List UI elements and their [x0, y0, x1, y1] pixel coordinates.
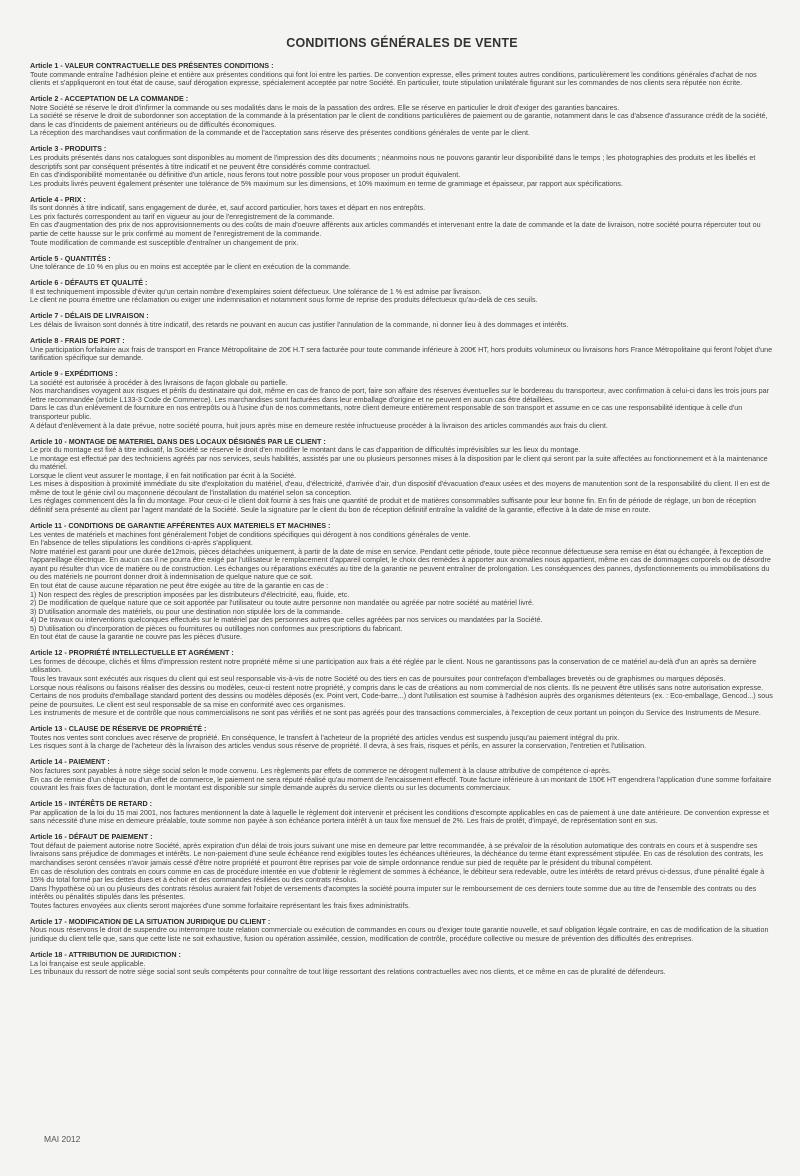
article-paragraph: Nos factures sont payables à notre siège social selon le mode convenu. Les règlements par effets de commerce ne dérogent nullement à la clause attributive de compétence ci-après. — [30, 765, 611, 775]
article-title: Article 17 - MODIFICATION DE LA SITUATION JURIDIQUE DU CLIENT : — [30, 916, 271, 926]
article-4 — [30, 196, 774, 247]
article-title: Article 14 - PAIEMENT : — [30, 757, 110, 767]
article-paragraph: 3) D'utilisation anormale des matériels, ou pour une destination non stipulée lors de la commande. — [30, 606, 343, 616]
article-paragraph: Tout défaut de paiement autorise notre Société, après expiration d'un délai de trois jours suivant une mise en demeure par lettre recommandée, à se prévaloir de la résolution automatique des contrats en cours et à suspendre ses livraisons sans préjudice de dommages et intérêts. Le non-paiement d'une seule échéance rend exigibles toutes les échéances ultérieures, la déchéance du terme étant expressément stipulée. En cas de résolution des contrats, les marchandises seront censées n'avoir jamais cessé d'être notre propriété et pourront être reprises par voie de simple ordonnance rendue sur pied de requête par le président du tribunal compétent. — [30, 840, 763, 867]
article-11 — [30, 522, 774, 642]
article-paragraph: En cas d'augmentation des prix de nos approvisionnements ou des coûts de main d'oeuvre afférents aux articles commandés et intervenant entre la date de commande et la date de livraison, notre société pourra répercuter tout ou partie de cette hausse sur le prix confirmé au moment de l'enregistrement de la commande. — [30, 220, 761, 238]
article-paragraph: Les réglages commencent dès la fin du montage. Pour ceux-ci le client doit fournir à ses frais une quantité de produit et de matières consommables suffisante pour leur bonne fin. En fin de période de réglage, un bon de réception définitif sera présenté au client par l'agent mandaté de la Société. Seule la signature par le client du bon de réception définitif entraîne la validité de la garantie, effective à la date de mise en route. — [30, 496, 756, 515]
article-title: Article 18 - ATTRIBUTION DE JURIDICTION : — [30, 949, 181, 959]
article-1 — [30, 62, 774, 88]
article-paragraph: En cas de remise d'un chèque ou d'un effet de commerce, le paiement ne sera réputé réalisé qu'au moment de l'encaissement effectif. Toute facture inférieure à un montant de 150€ HT engendrera l'application d'une somme forfaitaire couvrant les frais fixes de facturation, dont le montant est disponible sur simple demande auprès du service clients ou sur les documents commerciaux. — [30, 774, 772, 793]
article-paragraph: Le montage est effectué par des techniciens agréés par nos services, seuls habilités, assistés par une ou plusieurs personnes mises à la disposition par le client qui seront par la suite affectées au fonctionnement et à la maintenance du matériel. — [30, 453, 768, 472]
article-paragraph: Les produits présentés dans nos catalogues sont disponibles au moment de l'impression des dits documents ; néanmoins nous ne pouvons garantir leur disponibilité dans le temps ; les photographies des produits et les libellés et descriptifs sont par conséquent présentés à titre indicatif et ne peuvent être considérés comme contractuel. — [30, 153, 756, 171]
article-title: Article 5 - QUANTITÉS : — [30, 253, 111, 263]
article-paragraph: 2) De modification de quelque nature que ce soit apportée par l'utilisateur ou toute autre personne non mandatée ou agréée par notre société au matériel livré. — [30, 598, 535, 608]
article-paragraph: 4) De travaux ou interventions quelconques effectués sur le matériel par des personnes autres que celles agréées par nos services ou mandatées par la Société. — [30, 615, 543, 625]
articles-list — [30, 62, 774, 977]
article-paragraph: A défaut d'enlèvement à la date prévue, notre société pourra, huit jours après mise en demeure restée infructueuse procéder à la livraison des articles commandés aux frais du client. — [30, 420, 608, 430]
article-15 — [30, 800, 774, 826]
article-paragraph: En cas d'indisponibilité momentanée ou définitive d'un article, nous ferons tout notre possible pour vous proposer un produit équivalent. — [30, 170, 461, 180]
article-paragraph: Le prix du montage est fixé à titre indicatif, la Société se réserve le droit d'en modifier le montant dans le cas d'apparition de difficultés imprévisibles sur les lieux du montage. — [30, 445, 581, 455]
article-title: Article 10 - MONTAGE DE MATERIEL DANS DES LOCAUX DÉSIGNÉS PAR LE CLIENT : — [30, 436, 326, 446]
page-title: CONDITIONS GÉNÉRALES DE VENTE — [286, 36, 518, 50]
article-6 — [30, 279, 774, 305]
article-title: Article 6 - DÉFAUTS ET QUALITÉ : — [30, 278, 148, 288]
article-paragraph: Le client ne pourra émettre une réclamation ou exiger une indemnisation et notamment sous forme de reprise des produits défectueux qu'au-delà de ces seuils. — [30, 295, 538, 305]
article-17 — [30, 918, 774, 944]
article-paragraph: Par application de la loi du 15 mai 2001, nos factures mentionnent la date à laquelle le règlement doit intervenir et précisent les conditions d'escompte applicables en cas de paiement à une date antérieure. De convention expresse et sans nécessité d'une mise en demeure préalable, toute somme non payée à son échéance portera intérêt à un taux fixe mensuel de 2%. Les frais de protêt, d'impayé, de représentation sont en sus. — [30, 807, 769, 826]
article-title: Article 12 - PROPRIÉTÉ INTELLECTUELLE ET AGRÉMENT : — [30, 648, 234, 658]
article-title: Article 9 - EXPÉDITIONS : — [30, 369, 118, 379]
article-7 — [30, 312, 774, 329]
article-title: Article 11 - CONDITIONS DE GARANTIE AFFÉRENTES AUX MATERIELS ET MACHINES : — [30, 521, 331, 531]
article-title: Article 7 - DÉLAIS DE LIVRAISON : — [30, 311, 149, 321]
article-paragraph: En l'absence de telles stipulations les conditions ci-après s'appliquent. — [30, 538, 253, 548]
article-13 — [30, 725, 774, 751]
article-paragraph: 1) Non respect des règles de prescription imposées par les distributeurs d'électricité, eau, fluide, etc. — [30, 589, 350, 599]
article-paragraph: Toutes factures envoyées aux clients seront majorées d'une somme forfaitaire représentant les frais fixes administratifs. — [30, 900, 411, 910]
article-paragraph: En cas de résolution des contrats en cours comme en cas de procédure intentée en vue d'obtenir le règlement de sommes à échéance, le débiteur sera redevable, outre les intérêts de retard prévus ci-dessus, d'une pénalité égale à 15% du total formé par les dettes dues et à échoir et des commandes résiliées ou des contrats résolus. — [30, 866, 765, 885]
article-2 — [30, 95, 774, 138]
article-paragraph: La loi française est seule applicable. — [30, 958, 146, 968]
article-title: Article 8 - FRAIS DE PORT : — [30, 336, 125, 346]
article-title: Article 4 - PRIX : — [30, 194, 86, 204]
article-paragraph: Toutes nos ventes sont conclues avec réserve de propriété. En conséquence, le transfert à l'acheteur de la propriété des articles vendus est suspendu jusqu'au paiement intégral du prix. — [30, 732, 620, 742]
article-paragraph: Les instruments de mesure et de contrôle que nous commercialisons ne sont pas vérifiés et ne sont pas agréés pour des transactions commerciales, à l'exception de ceux portant un poinçon du Service des Instruments de Mesure. — [30, 708, 761, 718]
article-paragraph: Ils sont donnés à titre indicatif, sans engagement de durée, et, sauf accord particulier, hors taxes et départ en nos entrepôts. — [30, 203, 426, 213]
article-title: Article 2 - ACCEPTATION DE LA COMMANDE : — [30, 94, 189, 104]
article-paragraph: 5) D'utilisation ou d'incorporation de pièces ou fournitures ou outillages non conformes aux prescriptions du fabricant. — [30, 623, 403, 633]
article-10 — [30, 438, 774, 515]
article-paragraph: Les délais de livraison sont donnés à titre indicatif, des retards ne pouvant en aucun cas justifier l'annulation de la commande, ni donner lieu à des dommages et intérêts. — [30, 320, 569, 329]
article-5 — [30, 255, 774, 272]
article-paragraph: Toute modification de commande est susceptible d'entraîner un changement de prix. — [30, 237, 299, 247]
footer-date: MAI 2012 — [44, 1134, 81, 1144]
article-paragraph: Lorsque le client veut assurer le montage, il en fait notification par écrit à la Société. — [30, 470, 297, 480]
article-paragraph: La société est autorisée à procéder à des livraisons de façon globale ou partielle. — [30, 377, 288, 387]
article-paragraph: Nous nous réservons le droit de suspendre ou interrompre toute relation commerciale ou exécution de commandes en cours ou d'exiger toute garantie nouvelle, et sauf obligation légale contraire, en cas de modification de la situation juridique du client telle que, sans que cette liste ne soit exhaustive, fusion ou opération assimilée, cession, modification de contrôle, procédure collective ou mesure de prévention des difficultés des entreprises. — [30, 925, 769, 943]
article-paragraph: La réception des marchandises vaut confirmation de la commande et de l'acceptation sans réserve des présentes conditions générales de vente par le client. — [30, 128, 530, 138]
article-14 — [30, 758, 774, 792]
article-title: Article 3 - PRODUITS : — [30, 144, 107, 154]
article-3 — [30, 145, 774, 188]
article-9 — [30, 370, 774, 430]
article-paragraph: Notre Société se réserve le droit d'infirmer la commande ou ses modalités dans le mois de la passation des ordres. Elle se réserve en particulier le droit d'exiger des garanties bancaires. — [30, 102, 620, 112]
article-title: Article 15 - INTÉRÊTS DE RETARD : — [30, 799, 153, 809]
article-paragraph: Les prix facturés correspondent au tarif en vigueur au jour de l'enregistrement de la commande. — [30, 211, 335, 221]
article-paragraph: Toute commande entraîne l'adhésion pleine et entière aux présentes conditions qui font loi entre les parties. De convention expresse, elles priment toutes autres conditions, particulièrement les conditions générales d'achat de nos clients et s'appliqueront en tout état de cause, sauf dérogation expresse, spécialement acceptée par notre Société. En particulier, toute stipulation unilatérale figurant sur les commandes de nos clients sera réputée non écrite. — [30, 69, 757, 88]
article-paragraph: Dans le cas d'un enlèvement de fourniture en nos entrepôts ou à l'usine d'un de nos commettants, notre client demeure entièrement responsable de son transport et assume en ce cas une responsabilité identique à celle d'un transporteur public. — [30, 403, 743, 422]
article-paragraph: Nos marchandises voyagent aux risques et périls du destinataire qui doit, même en cas de franco de port, faire son affaire des réserves éventuelles sur le bordereau du transporteur, avec confirmation à celui-ci dans les trois jours par lettre recommandée (article L133-3 Code de Commerce). Les marchandises sont facturées dans leur emballage d'origine et ne peuvent en aucun cas être détaillées. — [30, 386, 769, 404]
article-paragraph: Une tolérance de 10 % en plus ou en moins est acceptée par le client en exécution de la commande. — [30, 262, 351, 272]
article-paragraph: Une participation forfaitaire aux frais de transport en France Métropolitaine de 20€ H.T sera facturée pour toute commande inférieure à 200€ HT, hors produits volumineux ou livraisons hors France Métropolitaine qui feront l'objet d'une tarification spécifique sur demande. — [30, 344, 773, 363]
article-paragraph: La société se réserve le droit de subordonner son acceptation de la commande à la présentation par le client de conditions particulières de paiement ou de garantie, notamment dans le cas d'absence d'assurance crédit de la société, dans le cas d'incidents de paiement antérieurs ou de difficultés économiques. — [30, 111, 768, 129]
article-paragraph: Il est techniquement impossible d'éviter qu'un certain nombre d'exemplaires soient défectueux. Une tolérance de 1 % est admise par livraison. — [30, 286, 482, 296]
article-18 — [30, 951, 774, 977]
article-paragraph: Les formes de découpe, clichés et films d'impression restent notre propriété même si une participation aux frais a été réglée par le client. Nous ne garantissons pas la conservation de ce matériel au-delà d'un an après sa dernière utilisation. — [30, 656, 757, 675]
article-paragraph: Lorsque nous réalisons ou faisons réaliser des dessins ou modèles, ceux-ci restent notre propriété, y compris dans le cas de créations au nom commercial de nos clients. Ils ne peuvent être utilisés sans notre autorisation expresse. — [30, 682, 764, 692]
article-paragraph: En tout état de cause aucune réparation ne peut être exigée au titre de la garantie en cas de : — [30, 580, 329, 590]
article-16 — [30, 833, 774, 910]
article-paragraph: Les mises à disposition à proximité immédiate du site d'exploitation du matériel, d'eau, d'électricité, d'arrivée d'air, d'un dispositif d'évacuation d'eaux usées et des moyens de manutention sont de la responsabilité du client. Il en est de même de tout le génie civil ou maçonnerie découlant de l'installation du matériel selon sa conception. — [30, 479, 770, 497]
article-title: Article 13 - CLAUSE DE RÉSERVE DE PROPRIÉTÉ : — [30, 724, 207, 734]
article-paragraph: Les risques sont à la charge de l'acheteur dès la livraison des articles vendus sous réserve de propriété. Il devra, à ses frais, risques et périls, en assurer la conservation, l'entretien et l'utilisation. — [30, 741, 647, 751]
article-12 — [30, 649, 774, 717]
article-paragraph: Certains de nos produits d'emballage standard portent des dessins ou modèles déposés (ex. Point vert, Code-barre...) dont l'utilisation est soumise à l'adhésion auprès des organismes détenteurs (ex. : Eco-emballage, Gencod...) sous peine de poursuites. Le client est seul responsable de sa mise en conformité avec ces organismes. — [30, 691, 773, 709]
article-paragraph: Les tribunaux du ressort de notre siège social sont seuls compétents pour connaître de tout litige ressortant des relations contractuelles avec nos clients, et ce même en cas de pluralité de défendeurs. — [30, 967, 666, 977]
article-8 — [30, 337, 774, 363]
article-paragraph: Tous les travaux sont exécutés aux risques du client qui est seul responsable vis-à-vis de notre Société ou des tiers en cas de poursuites pour contrefaçon d'emballages brevetés ou de graphismes ou marques déposés. — [30, 673, 726, 683]
article-paragraph: Dans l'hypothèse où un ou plusieurs des contrats résolus auraient fait l'objet de versements d'acomptes la société pourra imputer sur le remboursement de ces derniers toute somme due au titre de l'ensemble des contrats ou des intérêts ou pénalités stipulés dans les présentes. — [30, 883, 757, 902]
article-paragraph: Les produits livrés peuvent également présenter une tolérance de 5% maximum sur les dimensions, et 10% maximum en terme de grammage et épaisseur, par rapport aux spécifications. — [30, 178, 623, 188]
article-paragraph: Les ventes de matériels et machines font généralement l'objet de conditions spécifiques qui dérogent à nos conditions générales de vente. — [30, 529, 471, 539]
article-paragraph: Notre matériel est garanti pour une durée de12mois, pièces détachées uniquement, à partir de la date de mise en service. Pendant cette période, toute pièce reconnue défectueuse sera remise en état ou échangée, à l'exception de l'appareillage électrique. En aucun cas il ne pourra être exigé par l'utilisateur le remplacement d'appareil complet, le choix des remèdes à apporter aux anomalies nous appartient, même en cas de dommages corporels ou de désordre ayant pu résulter d'un vice de matière ou de construction. Les échanges ou réparations exécutés au titre de la garantie ne peuvent entraîner de prolongation. Les conséquences des pannes, dysfonctionnements ou immobilisations du ou des matériels ne pourront donner droit à indemnisation de quelque nature que ce soit. — [30, 546, 771, 582]
article-paragraph: En tout état de cause la garantie ne couvre pas les pièces d'usure. — [30, 632, 242, 642]
article-title: Article 1 - VALEUR CONTRACTUELLE DES PRÉSENTES CONDITIONS : — [30, 61, 274, 70]
article-title: Article 16 - DÉFAUT DE PAIEMENT : — [30, 832, 153, 842]
